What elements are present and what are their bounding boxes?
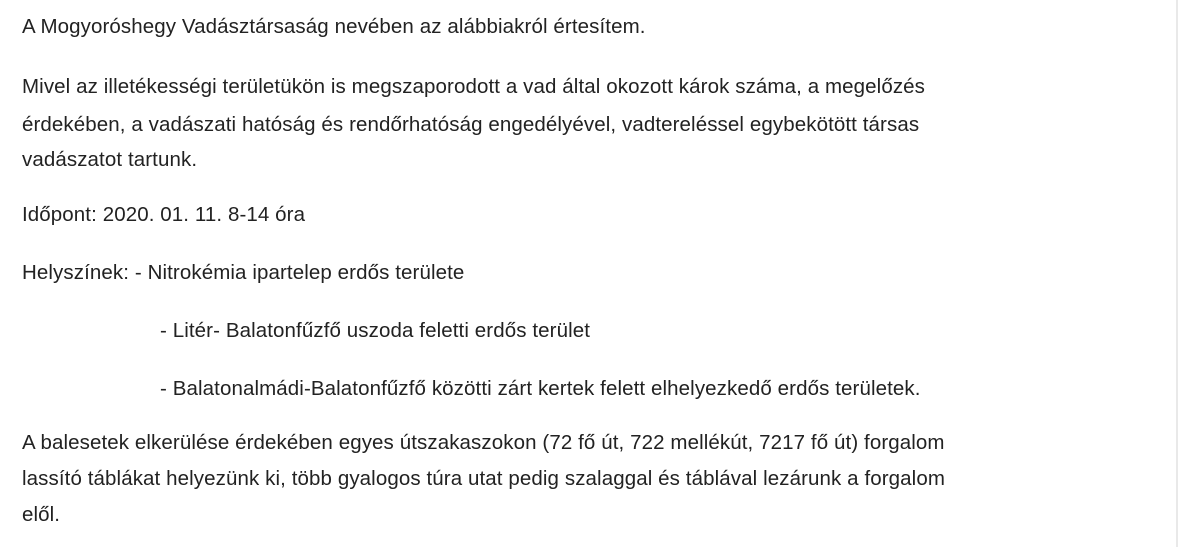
paragraph1-line3: vadászatot tartunk.	[22, 148, 198, 171]
time-line: Időpont: 2020. 01. 11. 8-14 óra	[22, 203, 306, 226]
intro-line: A Mogyoróshegy Vadásztársaság nevében az alábbiakról értesítem.	[22, 15, 646, 38]
paragraph1-line2: érdekében, a vadászati hatóság és rendőrhatóság engedélyével, vadtereléssel egybekötött társas	[22, 113, 920, 136]
paragraph2-line3: elől.	[22, 503, 61, 526]
paragraph2-line2: lassító táblákat helyezünk ki, több gyalogos túra utat pedig szalaggal és táblával lezárunk a forgalom	[22, 467, 945, 490]
location-third-line: - Balatonalmádi-Balatonfűzfő közötti zárt kertek felett elhelyezkedő erdős területek.	[160, 377, 921, 400]
paragraph2-line1: A balesetek elkerülése érdekében egyes útszakaszokon (72 fő út, 722 mellékút, 7217 fő út) forgalom	[22, 431, 945, 454]
location-first-line: Helyszínek: - Nitrokémia ipartelep erdős területe	[22, 261, 465, 284]
paragraph1-line1: Mivel az illetékességi területükön is megszaporodott a vad által okozott károk száma, a megelőzés	[22, 75, 926, 98]
location-second-line: - Litér- Balatonfűzfő uszoda feletti erdős terület	[160, 319, 591, 342]
